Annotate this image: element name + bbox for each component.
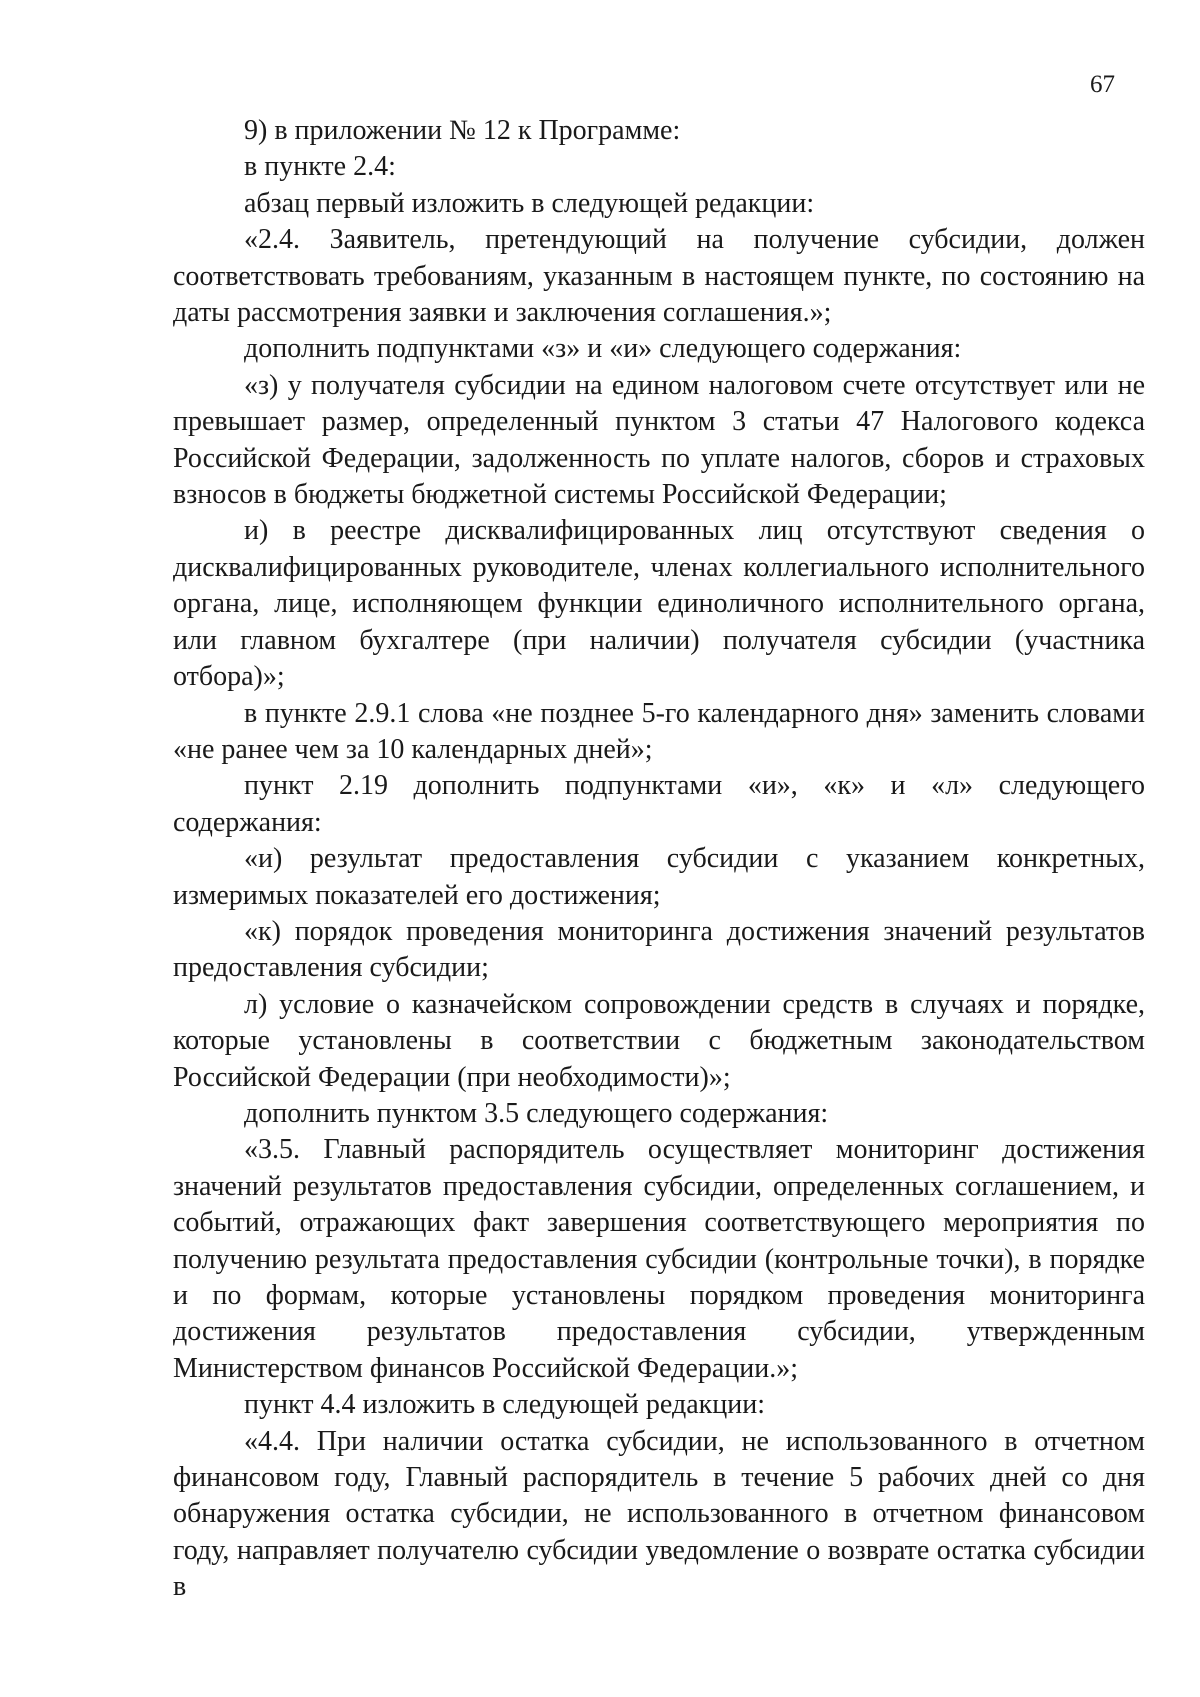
paragraph: «3.5. Главный распорядитель осуществляет мониторинг достижения значений результатов предоставления субсидии, определенных соглашением, и событий, отражающих факт завершения соответствующего мероприятия по получению результата предоставления субсидии (контрольные точки), в порядке и по формам, которые установлены порядком проведения мониторинга достижения результатов предоставления субсидии, утвержденным Министерством финансов Российской Федерации.»;	[173, 1134, 1145, 1384]
paragraph: «2.4. Заявитель, претендующий на получение субсидии, должен соответствовать требованиям, указанным в настоящем пункте, по состоянию на даты рассмотрения заявки и заключения соглашения.»;	[173, 224, 1145, 329]
paragraph: дополнить подпунктами «з» и «и» следующего содержания:	[244, 333, 962, 365]
paragraph: «и) результат предоставления субсидии с указанием конкретных, измеримых показателей его достижения;	[173, 843, 1145, 911]
paragraph: 9) в приложении № 12 к Программе:	[244, 115, 681, 146]
paragraph: дополнить пунктом 3.5 следующего содержания:	[244, 1097, 829, 1129]
page-number: 67	[1090, 71, 1115, 98]
paragraph: пункт 2.19 дополнить подпунктами «и», «к» и «л» следующего содержания:	[173, 770, 1145, 838]
paragraph: «4.4. При наличии остатка субсидии, не использованного в отчетном финансовом году, Главный распорядитель в течение 5 рабочих дней со дня обнаружения остатка субсидии, не использованного в отчетном финансовом году, направляет получателю субсидии уведомление о возврате остатка субсидии в	[173, 1425, 1145, 1603]
paragraph: л) условие о казначейском сопровождении средств в случаях и порядке, которые установлены в соответствии с бюджетным законодательством Российской Федерации (при необходимости)»;	[173, 988, 1145, 1093]
paragraph: «з) у получателя субсидии на едином налоговом счете отсутствует или не превышает размер, определенный пунктом 3 статьи 47 Налогового кодекса Российской Федерации, задолженность по уплате налогов, сборов и страховых взносов в бюджеты бюджетной системы Российской Федерации;	[173, 369, 1145, 511]
paragraph: и) в реестре дисквалифицированных лиц отсутствуют сведения о дисквалифицированных руководителе, членах коллегиального исполнительного органа, лице, исполняющем функции единоличного исполнительного органа, или главном бухгалтере (при наличии) получателя субсидии (участника отбора)»;	[173, 515, 1145, 693]
document-body	[173, 113, 1145, 1606]
paragraph: пункт 4.4 изложить в следующей редакции:	[244, 1389, 765, 1421]
paragraph: в пункте 2.4:	[244, 151, 396, 183]
paragraph: абзац первый изложить в следующей редакции:	[244, 187, 815, 219]
paragraph: в пункте 2.9.1 слова «не позднее 5-го календарного дня» заменить словами «не ранее чем за 10 календарных дней»;	[173, 697, 1145, 765]
paragraph: «к) порядок проведения мониторинга достижения значений результатов предоставления субсидии;	[173, 915, 1145, 984]
